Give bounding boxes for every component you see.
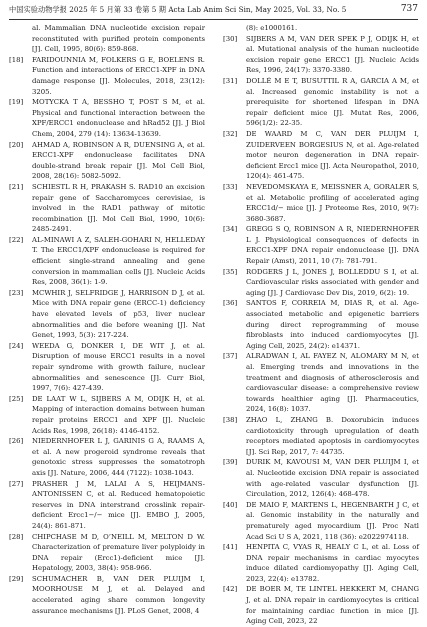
reference-number: [31] xyxy=(223,76,238,85)
reference-text: ALRADWAN I, AL FAYEZ N, ALOMARY M N, et al. Emerging trends and innovations in the treatment and diagnosis of atherosclerosis and cardiovascular disease: a comprehensive review towards healthier aging [J]. Pharmaceutics, 2024, 16(8): 1037. xyxy=(246,352,419,414)
reference-number: [30] xyxy=(223,34,238,43)
reference-entry xyxy=(223,267,419,299)
reference-entry xyxy=(9,140,205,182)
reference-text: DURIK M, KAVOUSI M, VAN DER PLUIJM I, et al. Nucleotide excision DNA repair is associated with age-related vascular dysfunction [J]. Circulation, 2012, 126(4): 468-478. xyxy=(246,458,419,499)
reference-text: PRASHER J M, LALAI A S, HEIJMANS-ANTONISSEN C, et al. Reduced hematopoietic reserves in DNA interstrand crosslink repair-deficient Ercc1−/− mice [J]. EMBO J, 2005, 24(4): 861-871. xyxy=(32,479,205,530)
reference-number: [42] xyxy=(223,585,238,594)
reference-text: DE LAAT W L, SIJBERS A M, ODIJK H, et al. Mapping of interaction domains between human repair proteins ERCC1 and XPF [J]. Nucleic Acids Res, 1998, 26(18): 4146-4152. xyxy=(32,394,205,435)
header-rule xyxy=(9,19,418,20)
reference-text: DE BOER M, TE LINTEL HEKKERT M, CHANG J, et al. DNA repair in cardiomyocytes is critical for maintaining cardiac function in mice [J]. Aging Cell, 2023, 22 xyxy=(246,585,419,626)
reference-entry xyxy=(9,235,205,288)
reference-number: [41] xyxy=(223,543,238,552)
reference-text: HENPITA C, VYAS R, HEALY C L, et al. Loss of DNA repair mechanisms in cardiac myocytes induce dilated cardiomyopathy [J]. Aging Cell, 2023, 22(4): e13782. xyxy=(246,543,419,583)
reference-entry xyxy=(223,584,419,626)
reference-entry xyxy=(223,23,419,34)
journal-header: 中国实验动物学报 2025 年 5 月第 33 卷第 5 期 Acta Lab Anim Sci Sin, May 2025, Vol. 33, No. 5 xyxy=(9,5,347,14)
reference-number: [23] xyxy=(9,288,24,297)
reference-number: [34] xyxy=(223,225,238,234)
reference-text: al. Mammalian DNA nucleotide excision repair reconstituted with purified protein components [J]. Cell, 1995, 80(6): 859-868. xyxy=(32,24,205,54)
reference-entry xyxy=(9,288,205,341)
reference-number: [27] xyxy=(9,479,24,488)
reference-text: FARIDOUNNIA M, FOLKERS G E, BOELENS R. Function and interactions of ERCC1-XPF in DNA damage response [J]. Molecules, 2018, 23(12): 3205. xyxy=(32,55,205,96)
reference-entry xyxy=(223,542,419,584)
reference-text: AHMAD A, ROBINSON A R, DUENSING A, et al. ERCC1-XPF endonuclease facilitates DNA double-strand break repair [J]. Mol Cell Biol, 2008, 28(16): 5082-5092. xyxy=(32,140,205,181)
reference-number: [33] xyxy=(223,182,238,191)
reference-number: [22] xyxy=(9,235,24,244)
reference-entry xyxy=(9,182,205,235)
reference-number: [19] xyxy=(9,98,24,107)
reference-entry xyxy=(223,298,419,351)
reference-number: [40] xyxy=(223,500,238,509)
reference-entry xyxy=(9,436,205,478)
reference-entry xyxy=(9,97,205,139)
reference-text: ZHAO L, ZHANG B. Doxorubicin induces cardiotoxicity through upregulation of death receptors mediated apoptosis in cardiomyocytes [J]. Sci Rep, 2017, 7: 44735. xyxy=(246,415,419,456)
reference-number: [26] xyxy=(9,437,24,446)
reference-entry xyxy=(223,224,419,266)
reference-number: [25] xyxy=(9,394,24,403)
reference-entry xyxy=(223,351,419,415)
reference-entry xyxy=(9,55,205,97)
reference-text: AL-MINAWI A Z, SALEH-GOHARI N, HELLEDAY T. The ERCC1/XPF endonuclease is required for efficient single-strand annealing and gene conversion in mammalian cells [J]. Nucleic Acids Res, 2008, 36(1): 1-9. xyxy=(32,235,205,287)
reference-text: DOLLÉ M E T, BUSUTTIL R A, GARCIA A M, et al. Increased genomic instability is not a prerequisite for shortened lifespan in DNA repair deficient mice [J]. Mutat Res, 2006, 596(1/2): 22-35. xyxy=(246,76,419,128)
reference-entry xyxy=(9,341,205,394)
reference-entry xyxy=(223,182,419,224)
reference-entry xyxy=(223,457,419,499)
reference-text: RODGERS J L, JONES J, BOLLEDDU S I, et al. Cardiovascular risks associated with gender and aging [J]. J Cardiovasc Dev Dis, 2019, 6(2): 19. xyxy=(246,267,419,297)
reference-text: CHIPCHASE M D, O’NEILL M, MELTON D W. Characterization of premature liver polyploidy in DNA repair (Ercc1)-deficient mice [J]. Hepatology, 2003, 38(4): 958-966. xyxy=(32,532,205,573)
reference-entry xyxy=(9,574,205,616)
reference-number: [36] xyxy=(223,299,238,308)
reference-text: SIJBERS A M, VAN DER SPEK P J, ODIJK H, et al. Mutational analysis of the human nucleotide excision repair gene ERCC1 [J]. Nucleic Acids Res, 1996, 24(17): 3370-3380. xyxy=(246,34,419,75)
reference-column-left xyxy=(9,23,205,616)
reference-number: [28] xyxy=(9,532,24,541)
reference-number: [24] xyxy=(9,341,24,350)
running-header xyxy=(9,4,418,18)
reference-text: (8): e1000161. xyxy=(246,24,298,32)
reference-entry xyxy=(223,129,419,182)
reference-entry xyxy=(223,34,419,76)
reference-number: [39] xyxy=(223,458,238,467)
reference-text: SCHUMACHER B, VAN DER PLUIJM I, MOORHOUSE M J, et al. Delayed and accelerated aging share common longevity assurance mechanisms [J]. PLoS Genet, 2008, 4 xyxy=(32,574,205,615)
reference-text: NIEDERNHOFER L J, GARINIS G A, RAAMS A, et al. A new progeroid syndrome reveals that genotoxic stress suppresses the somatotroph axis [J]. Nature, 2006, 444 (7122): 1038-1043. xyxy=(32,437,205,477)
reference-number: [29] xyxy=(9,574,24,583)
reference-number: [32] xyxy=(223,129,238,138)
reference-entry xyxy=(9,532,205,574)
reference-entry xyxy=(9,394,205,436)
reference-entry xyxy=(9,479,205,532)
page-number: 737 xyxy=(400,4,418,14)
reference-text: DE MAIO F, MARTENS L, HEGENBARTH J C, et al. Genomic instability in the naturally and prematurely aged myocardium [J]. Proc Natl Acad Sci U S A, 2021, 118 (36): e2022974118. xyxy=(246,500,419,541)
reference-number: [37] xyxy=(223,352,238,361)
reference-text: SANTOS F, CORREIA M, DIAS R, et al. Age-associated metabolic and epigenetic barriers during direct reprogramming of mouse fibroblasts into induced cardiomyocytes [J]. Aging Cell, 2025, 24(2): e14371. xyxy=(246,299,419,350)
reference-text: SCHIESTL R H, PRAKASH S. RAD10 an excision repair gene of Saccharomyces cerevisiae, is involved in the RAD1 pathway of mitotic recombination [J]. Mol Cell Biol, 1990, 10(6): 2485-2491. xyxy=(32,182,205,234)
reference-number: [35] xyxy=(223,267,238,276)
reference-entry xyxy=(223,415,419,457)
reference-text: MCWHIR J, SELFRIDGE J, HARRISON D J, et al. Mice with DNA repair gene (ERCC-1) deficiency have elevated levels of p53, liver nuclear abnormalities and die before weaning [J]. Nat Genet, 1993, 5(3): 217-224. xyxy=(32,288,205,340)
reference-entry xyxy=(223,500,419,542)
reference-text: NEVEDOMSKAYA E, MEISSNER A, GORALER S, et al. Metabolic profiling of accelerated aging ERCC1d/− mice [J]. J Proteome Res, 2010, 9(7): 3680-3687. xyxy=(246,182,419,223)
reference-column-right xyxy=(223,23,419,627)
reference-text: WEEDA G, DONKER I, DE WIT J, et al. Disruption of mouse ERCC1 results in a novel repair syndrome with growth failure, nuclear abnormalities and senescence [J]. Curr Biol, 1997, 7(6): 427-439. xyxy=(32,341,205,393)
reference-text: GREGG S Q, ROBINSON A R, NIEDERNHOFER L J. Physiological consequences of defects in ERCC1-XPF DNA repair endonuclease [J]. DNA Repair (Amst), 2011, 10 (7): 781-791. xyxy=(246,225,419,266)
reference-number: [18] xyxy=(9,55,24,64)
reference-number: [38] xyxy=(223,415,238,424)
reference-text: MOTYCKA T A, BESSHO T, POST S M, et al. Physical and functional interaction between the XPF/ERCC1 endonuclease and hRad52 [J]. J Biol Chem, 2004, 279 (14): 13634-13639. xyxy=(32,98,205,138)
reference-text: DE WAARD M C, VAN DER PLUIJM I, ZUIDERVEEN BORGESIUS N, et al. Age-related motor neuron degeneration in DNA repair-deficient Ercc1 mice [J]. Acta Neuropathol, 2010, 120(4): 461-475. xyxy=(246,129,419,181)
reference-number: [20] xyxy=(9,140,24,149)
reference-entry xyxy=(223,76,419,129)
reference-number: [21] xyxy=(9,182,24,191)
reference-entry xyxy=(9,23,205,55)
